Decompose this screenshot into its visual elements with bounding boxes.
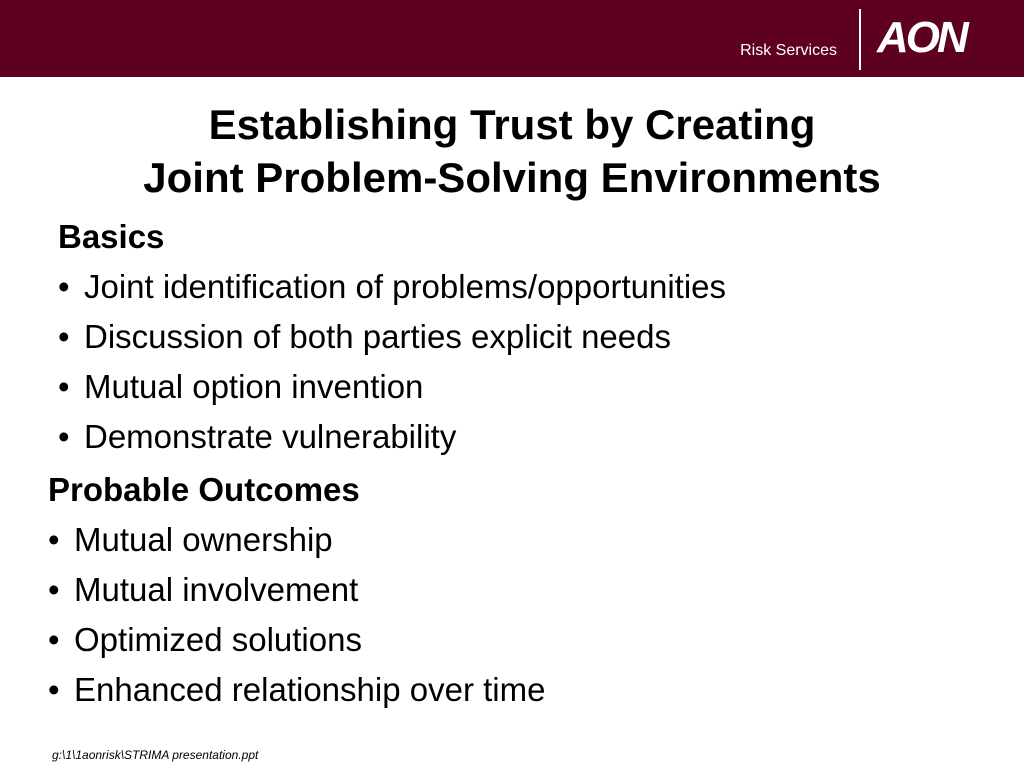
bullet-icon: • — [58, 368, 70, 405]
aon-logo — [877, 13, 966, 62]
bullet-icon: • — [48, 621, 60, 658]
list-item-text: Mutual ownership — [74, 521, 333, 558]
bullet-icon: • — [48, 671, 60, 708]
list-item-text: Mutual involvement — [74, 571, 359, 608]
outcomes-heading: Probable Outcomes — [48, 471, 360, 508]
list-item-text: Enhanced relationship over time — [74, 671, 546, 708]
list-item — [58, 312, 726, 362]
list-item — [58, 262, 726, 312]
header-divider — [859, 9, 861, 70]
list-item-text: Mutual option invention — [84, 368, 424, 405]
bullet-icon: • — [58, 318, 70, 355]
bullet-icon: • — [58, 268, 70, 305]
slide-title-line-1: Establishing Trust by Creating — [208, 101, 816, 148]
list-item — [48, 515, 545, 565]
list-item-text: Demonstrate vulnerability — [84, 418, 457, 455]
list-item-text: Discussion of both parties explicit needs — [84, 318, 671, 355]
outcomes-section — [48, 465, 545, 715]
list-item — [48, 615, 545, 665]
list-item — [48, 665, 545, 715]
bullet-icon: • — [48, 571, 60, 608]
bullet-icon: • — [48, 521, 60, 558]
list-item-text: Joint identification of problems/opportunities — [84, 268, 727, 305]
basics-section — [58, 212, 726, 462]
list-item — [58, 362, 726, 412]
slide-title-line-2: Joint Problem-Solving Environments — [143, 154, 881, 201]
bullet-icon: • — [58, 418, 70, 455]
slide-title — [0, 98, 1024, 204]
list-item — [58, 412, 726, 462]
aon-logo-text: AON — [877, 13, 966, 62]
list-item-text: Optimized solutions — [74, 621, 362, 658]
footer-file-path: g:\1\1aonrisk\STRIMA presentation.ppt — [52, 748, 259, 762]
header-label: Risk Services — [740, 42, 837, 59]
basics-heading: Basics — [58, 218, 165, 255]
list-item — [48, 565, 545, 615]
header-bar — [0, 0, 1024, 77]
